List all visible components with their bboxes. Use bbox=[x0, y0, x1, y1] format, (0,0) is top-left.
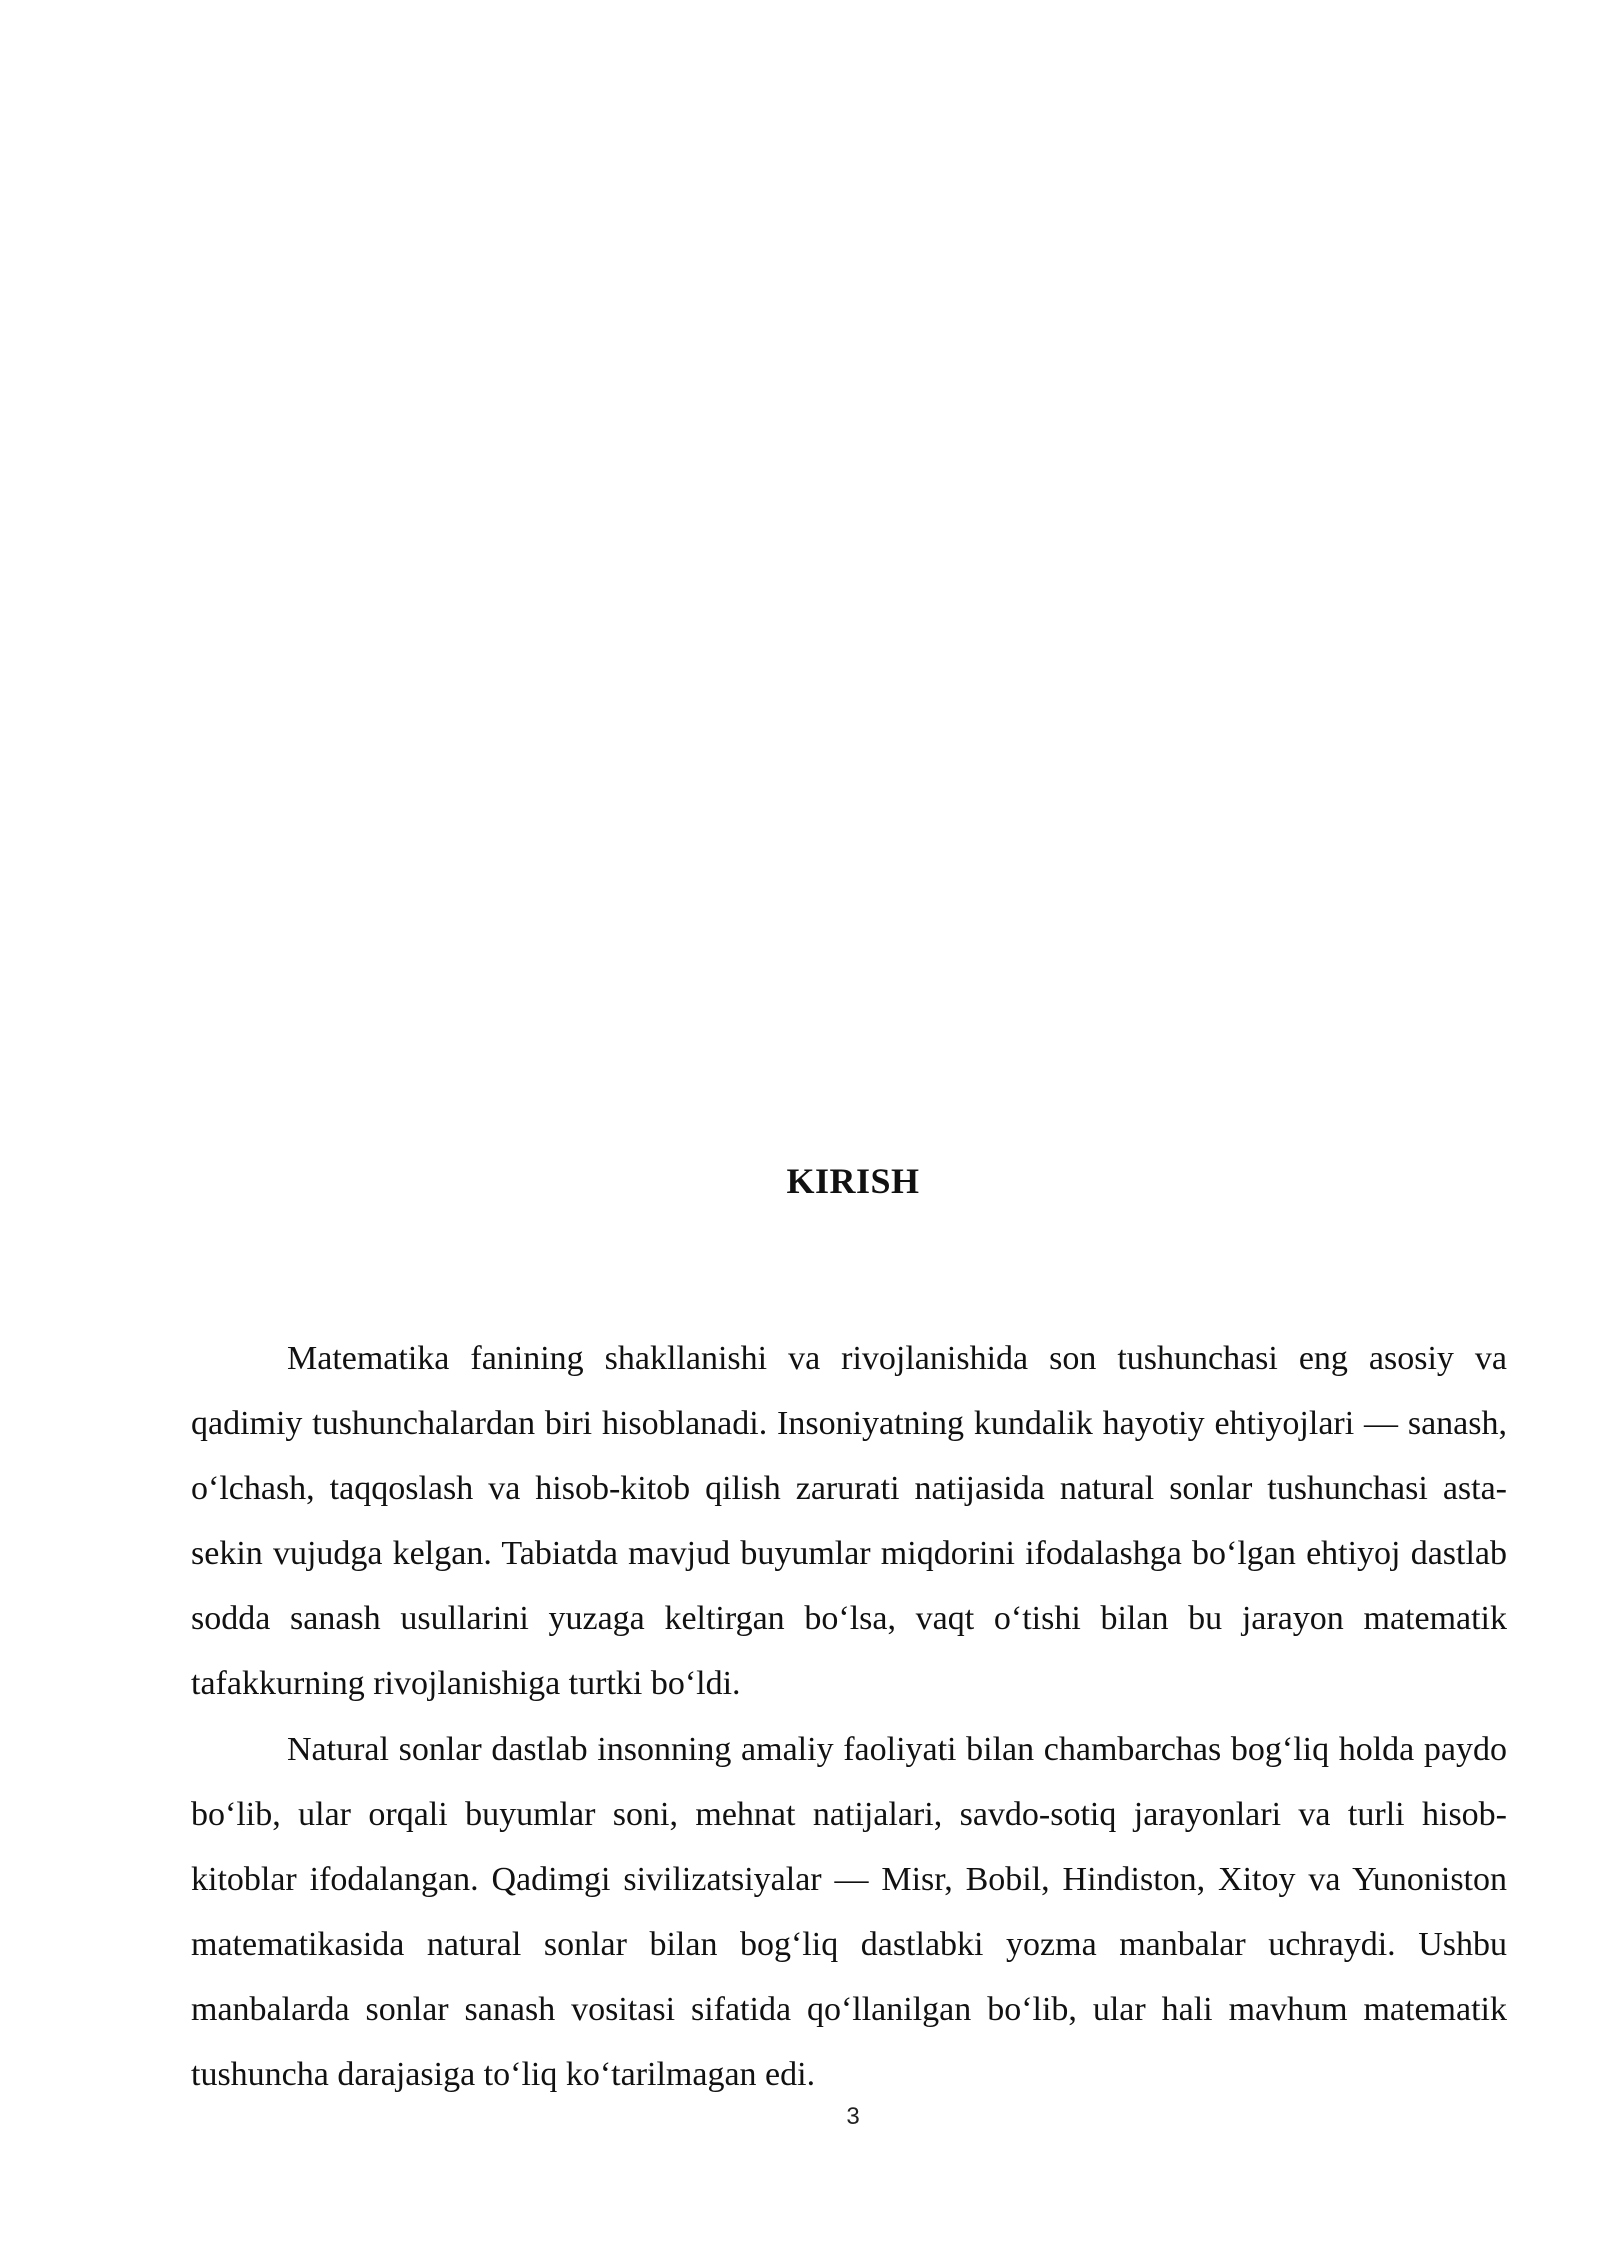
section-heading: KIRISH bbox=[786, 1161, 920, 1201]
body-text bbox=[191, 1326, 1507, 2107]
paragraph-1: Matematika fanining shakllanishi va rivojlanishida son tushunchasi eng asosiy va qadimiy tushunchalardan biri hisoblanadi. Insoniyatning kundalik hayotiy ehtiyojlari — sanash, o‘lchash, taqqoslash va hisob-kitob qilish zarurati natijasida natural sonlar tushunchasi asta-sekin vujudga kelgan. Tabiatda mavjud buyumlar miqdorini ifodalashga bo‘lgan ehtiyoj dastlab sodda sanash usullarini yuzaga keltirgan bo‘lsa, vaqt o‘tishi bilan bu jarayon matematik tafakkurning rivojlanishiga turtki bo‘ldi. bbox=[191, 1340, 1507, 1703]
page-number: 3 bbox=[846, 2103, 860, 2130]
paragraph-2: Natural sonlar dastlab insonning amaliy faoliyati bilan chambarchas bog‘liq holda paydo bo‘lib, ular orqali buyumlar soni, mehnat natijalari, savdo-sotiq jarayonlari va turli hisob-kitoblar ifodalangan. Qadimgi sivilizatsiyalar — Misr, Bobil, Hindiston, Xitoy va Yunoniston matematikasida natural sonlar bilan bog‘liq dastlabki yozma manbalar uchraydi. Ushbu manbalarda sonlar sanash vositasi sifatida qo‘llanilgan bo‘lib, ular hali mavhum matematik tushuncha darajasiga to‘liq ko‘tarilmagan edi. bbox=[191, 1730, 1507, 2094]
